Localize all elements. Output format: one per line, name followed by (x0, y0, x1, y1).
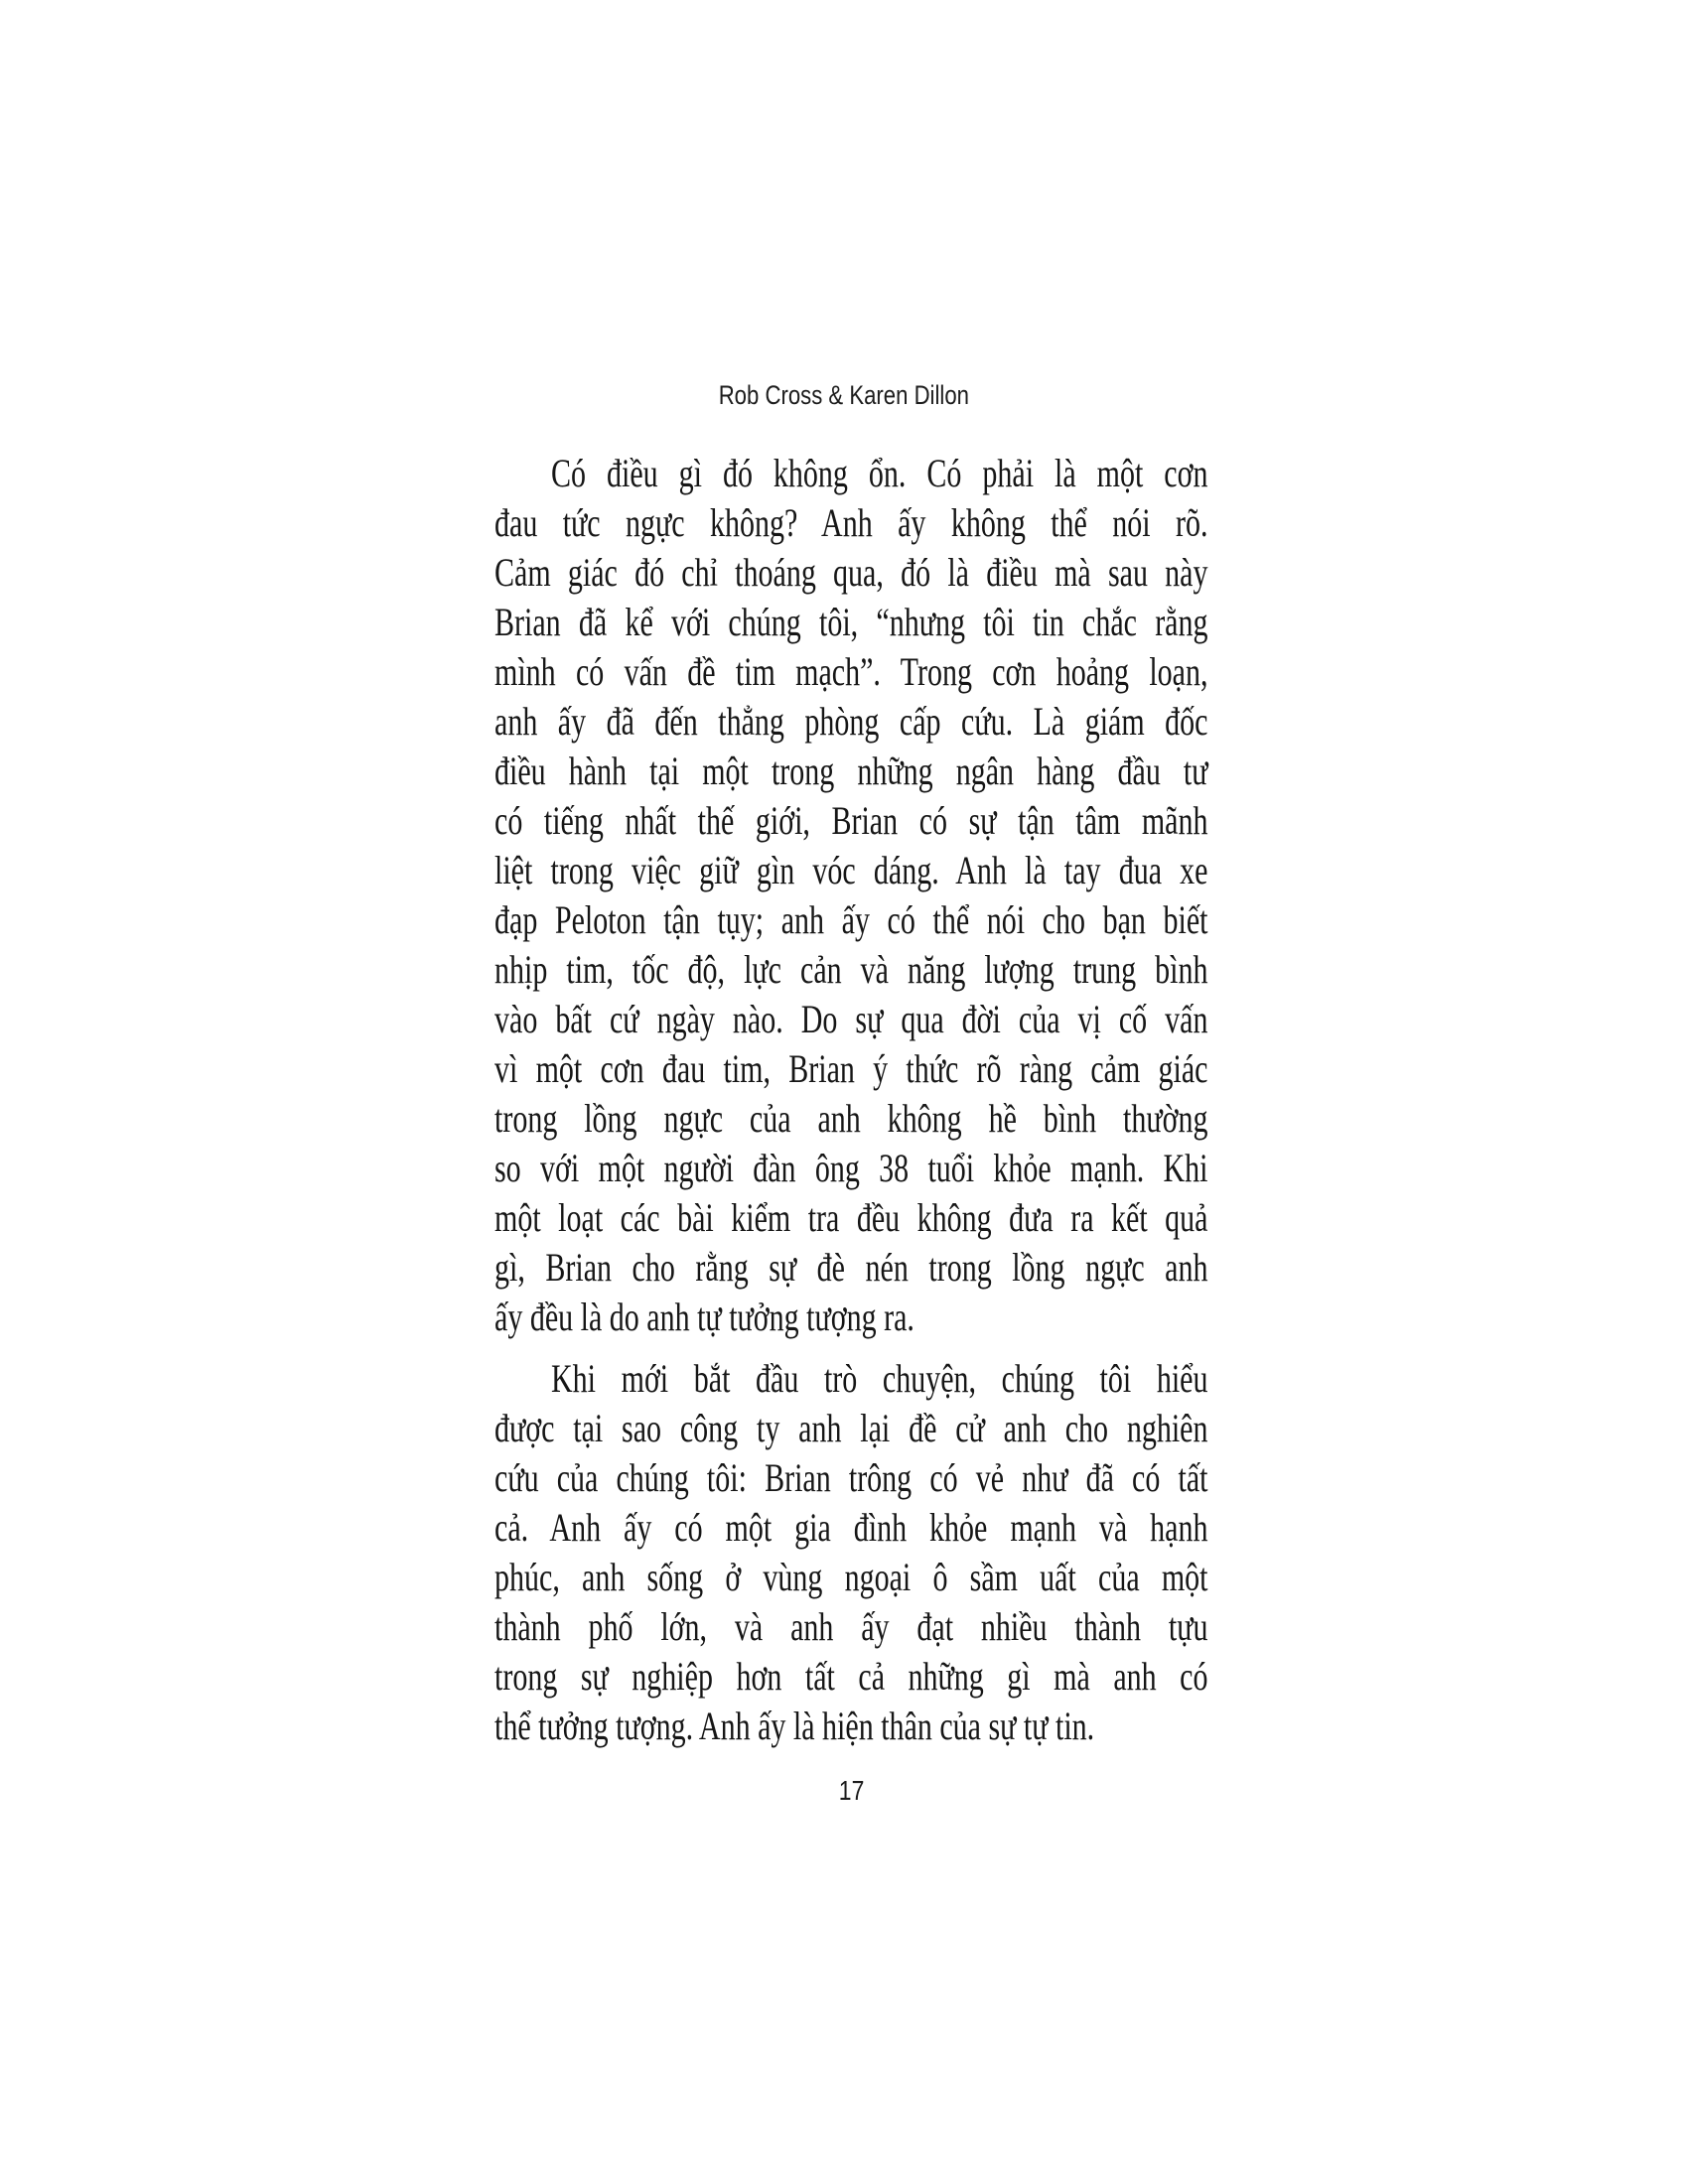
body-text (494, 449, 1208, 1751)
text-line: cả. Anh ấy có một gia đình khỏe mạnh và hạnh (494, 1505, 1208, 1550)
text-line: đạp Peloton tận tụy; anh ấy có thể nói cho bạn biết (494, 897, 1208, 942)
text-line: đau tức ngực không? Anh ấy không thể nói rõ. (494, 500, 1208, 545)
text-line: được tại sao công ty anh lại đề cử anh cho nghiên (494, 1406, 1208, 1450)
text-line: cứu của chúng tôi: Brian trông có vẻ như đã có tất (494, 1455, 1208, 1500)
paragraph-2 (494, 1354, 1208, 1751)
text-line: Brian đã kể với chúng tôi, “nhưng tôi tin chắc rằng (494, 600, 1208, 644)
text-line: trong sự nghiệp hơn tất cả những gì mà anh có (494, 1654, 1208, 1699)
running-head-text: Rob Cross & Karen Dillon (718, 380, 970, 410)
text-line: Có điều gì đó không ổn. Có phải là một cơn (551, 451, 1208, 495)
text-line: Cảm giác đó chỉ thoáng qua, đó là điều mà sau này (494, 550, 1208, 595)
text-line: vì một cơn đau tim, Brian ý thức rõ ràng cảm giác (494, 1046, 1208, 1091)
text-line: ấy đều là do anh tự tưởng tượng ra. (494, 1295, 914, 1339)
text-line: phúc, anh sống ở vùng ngoại ô sầm uất của một (494, 1555, 1208, 1599)
text-line: trong lồng ngực của anh không hề bình thường (494, 1096, 1208, 1141)
paragraph-1 (494, 449, 1208, 1342)
text-line: Khi mới bắt đầu trò chuyện, chúng tôi hiểu (551, 1356, 1208, 1401)
running-head (0, 380, 1688, 410)
text-line: thành phố lớn, và anh ấy đạt nhiều thành tựu (494, 1604, 1208, 1649)
text-line: một loạt các bài kiểm tra đều không đưa ra kết quả (494, 1195, 1208, 1240)
text-line: nhịp tim, tốc độ, lực cản và năng lượng trung bình (494, 947, 1208, 992)
page-number-text: 17 (838, 1775, 865, 1806)
text-line: thể tưởng tượng. Anh ấy là hiện thân của sự tự tin. (494, 1704, 1095, 1748)
page-number (494, 1775, 1208, 1807)
text-line: anh ấy đã đến thẳng phòng cấp cứu. Là giám đốc (494, 699, 1208, 744)
text-line: liệt trong việc giữ gìn vóc dáng. Anh là tay đua xe (494, 848, 1208, 892)
text-line: mình có vấn đề tim mạch”. Trong cơn hoảng loạn, (494, 649, 1208, 694)
text-line: điều hành tại một trong những ngân hàng đầu tư (494, 749, 1208, 793)
text-line: gì, Brian cho rằng sự đè nén trong lồng ngực anh (494, 1245, 1208, 1290)
text-line: có tiếng nhất thế giới, Brian có sự tận tâm mãnh (494, 798, 1208, 843)
text-line: so với một người đàn ông 38 tuổi khỏe mạnh. Khi (494, 1146, 1208, 1190)
text-line: vào bất cứ ngày nào. Do sự qua đời của vị cố vấn (494, 997, 1208, 1041)
